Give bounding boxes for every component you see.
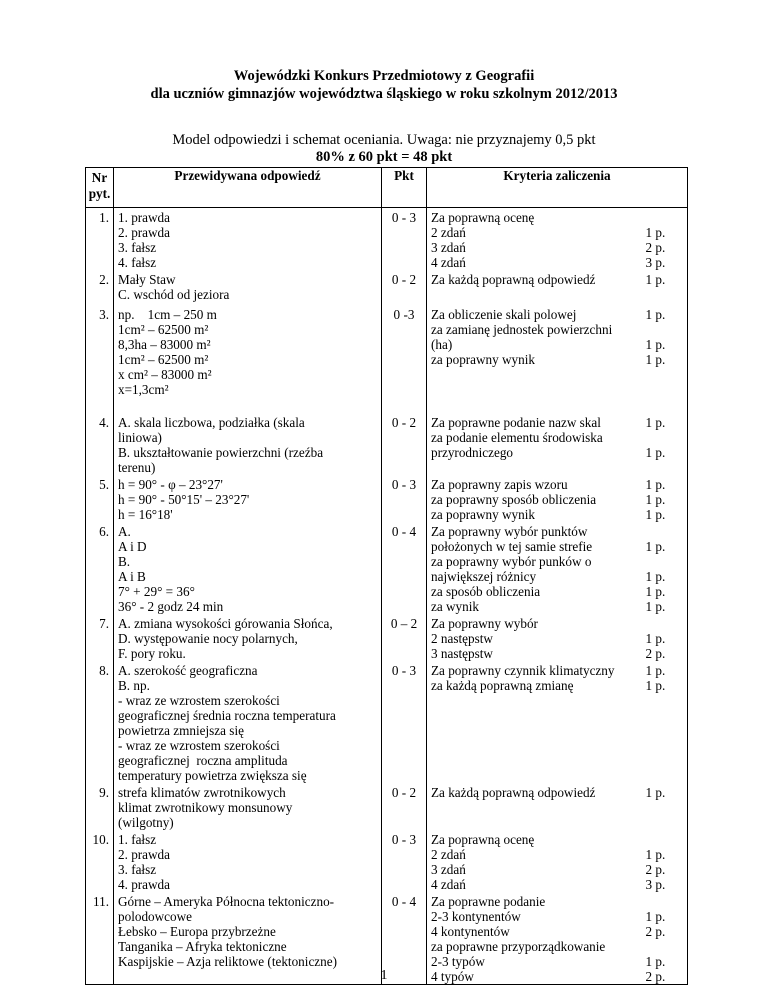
scoring-criteria-line: 2 następstw (431, 631, 493, 646)
question-number-line: 3. (99, 307, 109, 322)
expected-answer-line: terenu) (118, 460, 156, 475)
document-title: Wojewódzki Konkurs Przedmiotowy z Geografii (233, 68, 535, 84)
scoring-criteria-line: 2 zdań (431, 225, 466, 240)
table-row (86, 661, 688, 783)
scoring-criteria-line: przyrodniczego (431, 445, 514, 460)
expected-answer (114, 830, 382, 892)
pass-threshold: 80% z 60 pkt = 48 pkt (315, 149, 453, 165)
expected-answer-line: F. pory roku. (118, 646, 186, 661)
points-range-line: 0 - 3 (391, 477, 417, 492)
question-number (86, 270, 114, 305)
expected-answer-line: h = 90° - 50°15' – 23°27' (118, 492, 250, 507)
scoring-criteria (427, 661, 638, 783)
scoring-criteria (427, 475, 638, 522)
expected-answer (114, 661, 382, 783)
scoring-criteria-line: za poprawny wynik (431, 352, 536, 367)
expected-answer-line: A. szerokość geograficzna (118, 663, 258, 678)
expected-answer-line: 8,3ha – 83000 m² (118, 337, 211, 352)
document-subtitle: Model odpowiedzi i schemat oceniania. Uwaga: nie przyznajemy 0,5 pkt (172, 132, 596, 148)
question-number-line: 1. (99, 210, 109, 225)
expected-answer-line: - wraz ze wzrostem szerokości (118, 693, 280, 708)
expected-answer-line: A. zmiana wysokości górowania Słońca, (118, 616, 333, 631)
expected-answer-line: Mały Staw (118, 272, 176, 287)
criteria-points (638, 522, 688, 614)
criteria-points-line (646, 322, 688, 337)
criteria-points (638, 661, 688, 783)
criteria-points-line: 3 p. (645, 877, 666, 892)
scoring-criteria (427, 783, 638, 830)
criteria-points-line (646, 832, 688, 847)
scoring-criteria (427, 305, 638, 413)
scoring-criteria-line: 3 następstw (431, 646, 493, 661)
scoring-criteria-line: 3 zdań (431, 240, 466, 255)
expected-answer (114, 305, 382, 413)
expected-answer-line: A. (118, 524, 131, 539)
question-number-line: 8. (99, 663, 109, 678)
answer-key-table (85, 167, 688, 985)
points-range (382, 475, 427, 522)
scoring-criteria-line: Za poprawną ocenę (431, 210, 535, 225)
question-number (86, 614, 114, 661)
question-number-line: 10. (92, 832, 109, 847)
header-answer: Przewidywana odpowiedź (114, 168, 382, 208)
scoring-criteria (427, 830, 638, 892)
table-row (86, 305, 688, 413)
expected-answer-line: 4. prawda (118, 877, 170, 892)
scoring-criteria-line: 4 kontynentów (431, 924, 510, 939)
criteria-points-line: 1 p. (645, 539, 666, 554)
question-number (86, 830, 114, 892)
expected-answer (114, 208, 382, 271)
scoring-criteria-line: Za każdą poprawną odpowiedź (431, 785, 596, 800)
criteria-points-line: 1 p. (645, 415, 666, 430)
criteria-points-line: 1 p. (645, 599, 666, 614)
criteria-points (638, 614, 688, 661)
expected-answer-line: geograficznej roczna amplituda (118, 753, 288, 768)
table-row (86, 270, 688, 305)
expected-answer-line: 2. prawda (118, 847, 170, 862)
points-range-line: 0 - 2 (391, 272, 417, 287)
scoring-criteria-line: za poprawny sposób obliczenia (431, 492, 597, 507)
expected-answer-line: temperatury powietrza zwiększa się (118, 768, 307, 783)
points-range-line: 0 - 4 (391, 894, 417, 909)
points-range-line: 0 - 2 (391, 415, 417, 430)
expected-answer-line: A. skala liczbowa, podziałka (skala (118, 415, 305, 430)
scoring-criteria-line: 4 zdań (431, 255, 466, 270)
points-range-line: 0 -3 (393, 307, 415, 322)
scoring-criteria-line: Za poprawny czynnik klimatyczny (431, 663, 615, 678)
scoring-criteria-line: za poprawny wybór punków o (431, 554, 592, 569)
scoring-criteria-line: największej różnicy (431, 569, 537, 584)
scoring-criteria-line: (ha) (431, 337, 453, 352)
expected-answer-line: klimat zwrotnikowy monsunowy (118, 800, 293, 815)
criteria-points-line: 1 p. (645, 954, 666, 969)
header-nr: Nr pyt. (86, 168, 114, 208)
scoring-criteria-line: Za poprawne podanie (431, 894, 546, 909)
expected-answer-line: geograficznej średnia roczna temperatura (118, 708, 336, 723)
criteria-points-line: 2 p. (645, 240, 666, 255)
criteria-points-line: 1 p. (645, 445, 666, 460)
scoring-criteria-line: Za każdą poprawną odpowiedź (431, 272, 596, 287)
expected-answer-line: A i D (118, 539, 147, 554)
criteria-points-line: 1 p. (645, 785, 666, 800)
document-title-line2: dla uczniów gimnazjów województwa śląskiego w roku szkolnym 2012/2013 (150, 86, 618, 102)
expected-answer-line: h = 90° - φ – 23°27' (118, 477, 223, 492)
scoring-criteria-line: położonych w tej samie strefie (431, 539, 593, 554)
points-range-line: 0 – 2 (390, 616, 418, 631)
question-number-line: 9. (99, 785, 109, 800)
expected-answer-line: B. (118, 554, 131, 569)
header-criteria: Kryteria zaliczenia (427, 168, 688, 208)
scoring-criteria-line: Za poprawną ocenę (431, 832, 535, 847)
criteria-points-line: 2 p. (645, 969, 666, 984)
table-row (86, 614, 688, 661)
points-range-line: 0 - 4 (391, 524, 417, 539)
expected-answer-line: 7° + 29° = 36° (118, 584, 195, 599)
scoring-criteria-line: Za obliczenie skali polowej (431, 307, 577, 322)
criteria-points-line (646, 939, 688, 954)
expected-answer-line: 1cm² – 62500 m² (118, 322, 209, 337)
criteria-points-line: 1 p. (645, 631, 666, 646)
question-number-line: 4. (99, 415, 109, 430)
criteria-points-line: 1 p. (645, 337, 666, 352)
expected-answer-line: 1. fałsz (118, 832, 157, 847)
expected-answer-line: B. ukształtowanie powierzchni (rzeźba (118, 445, 324, 460)
scoring-criteria-line: Za poprawne podanie nazw skal (431, 415, 601, 430)
criteria-points-line: 2 p. (645, 646, 666, 661)
criteria-points (638, 270, 688, 305)
scoring-criteria-line: Za poprawny zapis wzoru (431, 477, 568, 492)
points-range-line: 0 - 2 (391, 785, 417, 800)
question-number (86, 661, 114, 783)
question-number (86, 522, 114, 614)
expected-answer-line: C. wschód od jeziora (118, 287, 230, 302)
criteria-points-line: 2 p. (645, 924, 666, 939)
scoring-criteria-line: 4 typów (431, 969, 474, 984)
criteria-points (638, 305, 688, 413)
criteria-points-line (646, 210, 688, 225)
criteria-points-line: 1 p. (645, 847, 666, 862)
scoring-criteria-line: 2-3 kontynentów (431, 909, 521, 924)
criteria-points-line (646, 616, 688, 631)
scoring-criteria-line: za zamianę jednostek powierzchni (431, 322, 613, 337)
expected-answer-line: h = 16°18' (118, 507, 173, 522)
expected-answer-line: Łebsko – Europa przybrzeżne (118, 924, 276, 939)
question-number-line: 7. (99, 616, 109, 631)
criteria-points-line (646, 524, 688, 539)
scoring-criteria (427, 413, 638, 475)
question-number-line: 11. (93, 894, 109, 909)
points-range-line: 0 - 3 (391, 210, 417, 225)
expected-answer-line: liniowa) (118, 430, 162, 445)
expected-answer-line: A i B (118, 569, 146, 584)
question-number (86, 305, 114, 413)
expected-answer-line: (wilgotny) (118, 815, 174, 830)
scoring-criteria-line: za każdą poprawną zmianę (431, 678, 574, 693)
points-range (382, 661, 427, 783)
criteria-points-line: 1 p. (645, 492, 666, 507)
criteria-points-line: 1 p. (645, 507, 666, 522)
points-range-line: 0 - 3 (391, 663, 417, 678)
expected-answer-line: B. np. (118, 678, 150, 693)
expected-answer-line: 1cm² – 62500 m² (118, 352, 209, 367)
criteria-points-line: 1 p. (645, 352, 666, 367)
expected-answer-line: Tanganika – Afryka tektoniczne (118, 939, 287, 954)
expected-answer-line: Kaspijskie – Azja reliktowe (tektoniczne) (118, 954, 337, 969)
question-number (86, 783, 114, 830)
expected-answer-line: 1. prawda (118, 210, 170, 225)
question-number (86, 208, 114, 271)
criteria-points-line: 1 p. (645, 272, 666, 287)
points-range (382, 522, 427, 614)
criteria-points (638, 208, 688, 271)
expected-answer-line: strefa klimatów zwrotnikowych (118, 785, 286, 800)
question-number (86, 413, 114, 475)
scoring-criteria-line: 2-3 typów (431, 954, 485, 969)
scoring-criteria (427, 270, 638, 305)
question-number-line: 6. (99, 524, 109, 539)
expected-answer-line: 4. fałsz (118, 255, 157, 270)
table-row (86, 475, 688, 522)
expected-answer-line: np. 1cm – 250 m (118, 307, 217, 322)
question-number-line: 2. (99, 272, 109, 287)
table-row (86, 208, 688, 271)
question-number-line: 5. (99, 477, 109, 492)
points-range (382, 270, 427, 305)
table-header-row (86, 168, 688, 208)
expected-answer (114, 413, 382, 475)
expected-answer-line: - wraz ze wzrostem szerokości (118, 738, 280, 753)
criteria-points-line: 1 p. (645, 909, 666, 924)
expected-answer-line: 36° - 2 godz 24 min (118, 599, 224, 614)
points-range (382, 413, 427, 475)
scoring-criteria-line: za wynik (431, 599, 479, 614)
criteria-points (638, 475, 688, 522)
criteria-points-line: 1 p. (645, 307, 666, 322)
criteria-points-line: 1 p. (645, 569, 666, 584)
scoring-criteria-line: Za poprawny wybór punktów (431, 524, 588, 539)
header-pkt: Pkt (382, 168, 427, 208)
criteria-points-line: 1 p. (645, 477, 666, 492)
criteria-points-line: 1 p. (645, 678, 666, 693)
expected-answer-line: D. występowanie nocy polarnych, (118, 631, 298, 646)
expected-answer-line: x=1,3cm² (118, 382, 169, 397)
expected-answer (114, 522, 382, 614)
scoring-criteria-line: 2 zdań (431, 847, 466, 862)
expected-answer (114, 475, 382, 522)
points-range (382, 208, 427, 271)
expected-answer (114, 614, 382, 661)
scoring-criteria-line: 4 zdań (431, 877, 466, 892)
expected-answer (114, 783, 382, 830)
expected-answer-line: Górne – Ameryka Północna tektoniczno- (118, 894, 335, 909)
table-row (86, 413, 688, 475)
criteria-points (638, 830, 688, 892)
criteria-points-line (646, 554, 688, 569)
points-range-line: 0 - 3 (391, 832, 417, 847)
scoring-criteria-line: za poprawny wynik (431, 507, 536, 522)
scoring-criteria (427, 208, 638, 271)
criteria-points-line: 1 p. (645, 663, 666, 678)
table-row (86, 783, 688, 830)
expected-answer-line: polodowcowe (118, 909, 192, 924)
expected-answer (114, 270, 382, 305)
question-number (86, 475, 114, 522)
scoring-criteria-line: za sposób obliczenia (431, 584, 541, 599)
points-range (382, 783, 427, 830)
criteria-points-line: 3 p. (645, 255, 666, 270)
criteria-points-line: 1 p. (645, 584, 666, 599)
expected-answer-line: powietrza zmniejsza się (118, 723, 244, 738)
table-row (86, 830, 688, 892)
page-number: 1 (380, 968, 388, 983)
scoring-criteria (427, 614, 638, 661)
criteria-points-line: 2 p. (645, 862, 666, 877)
scoring-criteria-line: 3 zdań (431, 862, 466, 877)
scoring-criteria-line: za podanie elementu środowiska (431, 430, 603, 445)
scoring-criteria-line: Za poprawny wybór (431, 616, 538, 631)
expected-answer-line: x cm² – 83000 m² (118, 367, 212, 382)
points-range (382, 830, 427, 892)
expected-answer-line: 3. fałsz (118, 240, 157, 255)
expected-answer-line: 3. fałsz (118, 862, 157, 877)
expected-answer-line: 2. prawda (118, 225, 170, 240)
criteria-points-line (646, 430, 688, 445)
scoring-criteria-line: za poprawne przyporządkowanie (431, 939, 606, 954)
criteria-points (638, 413, 688, 475)
points-range (382, 305, 427, 413)
criteria-points (638, 783, 688, 830)
criteria-points-line: 1 p. (645, 225, 666, 240)
table-row (86, 522, 688, 614)
points-range (382, 614, 427, 661)
criteria-points-line (646, 894, 688, 909)
scoring-criteria (427, 522, 638, 614)
